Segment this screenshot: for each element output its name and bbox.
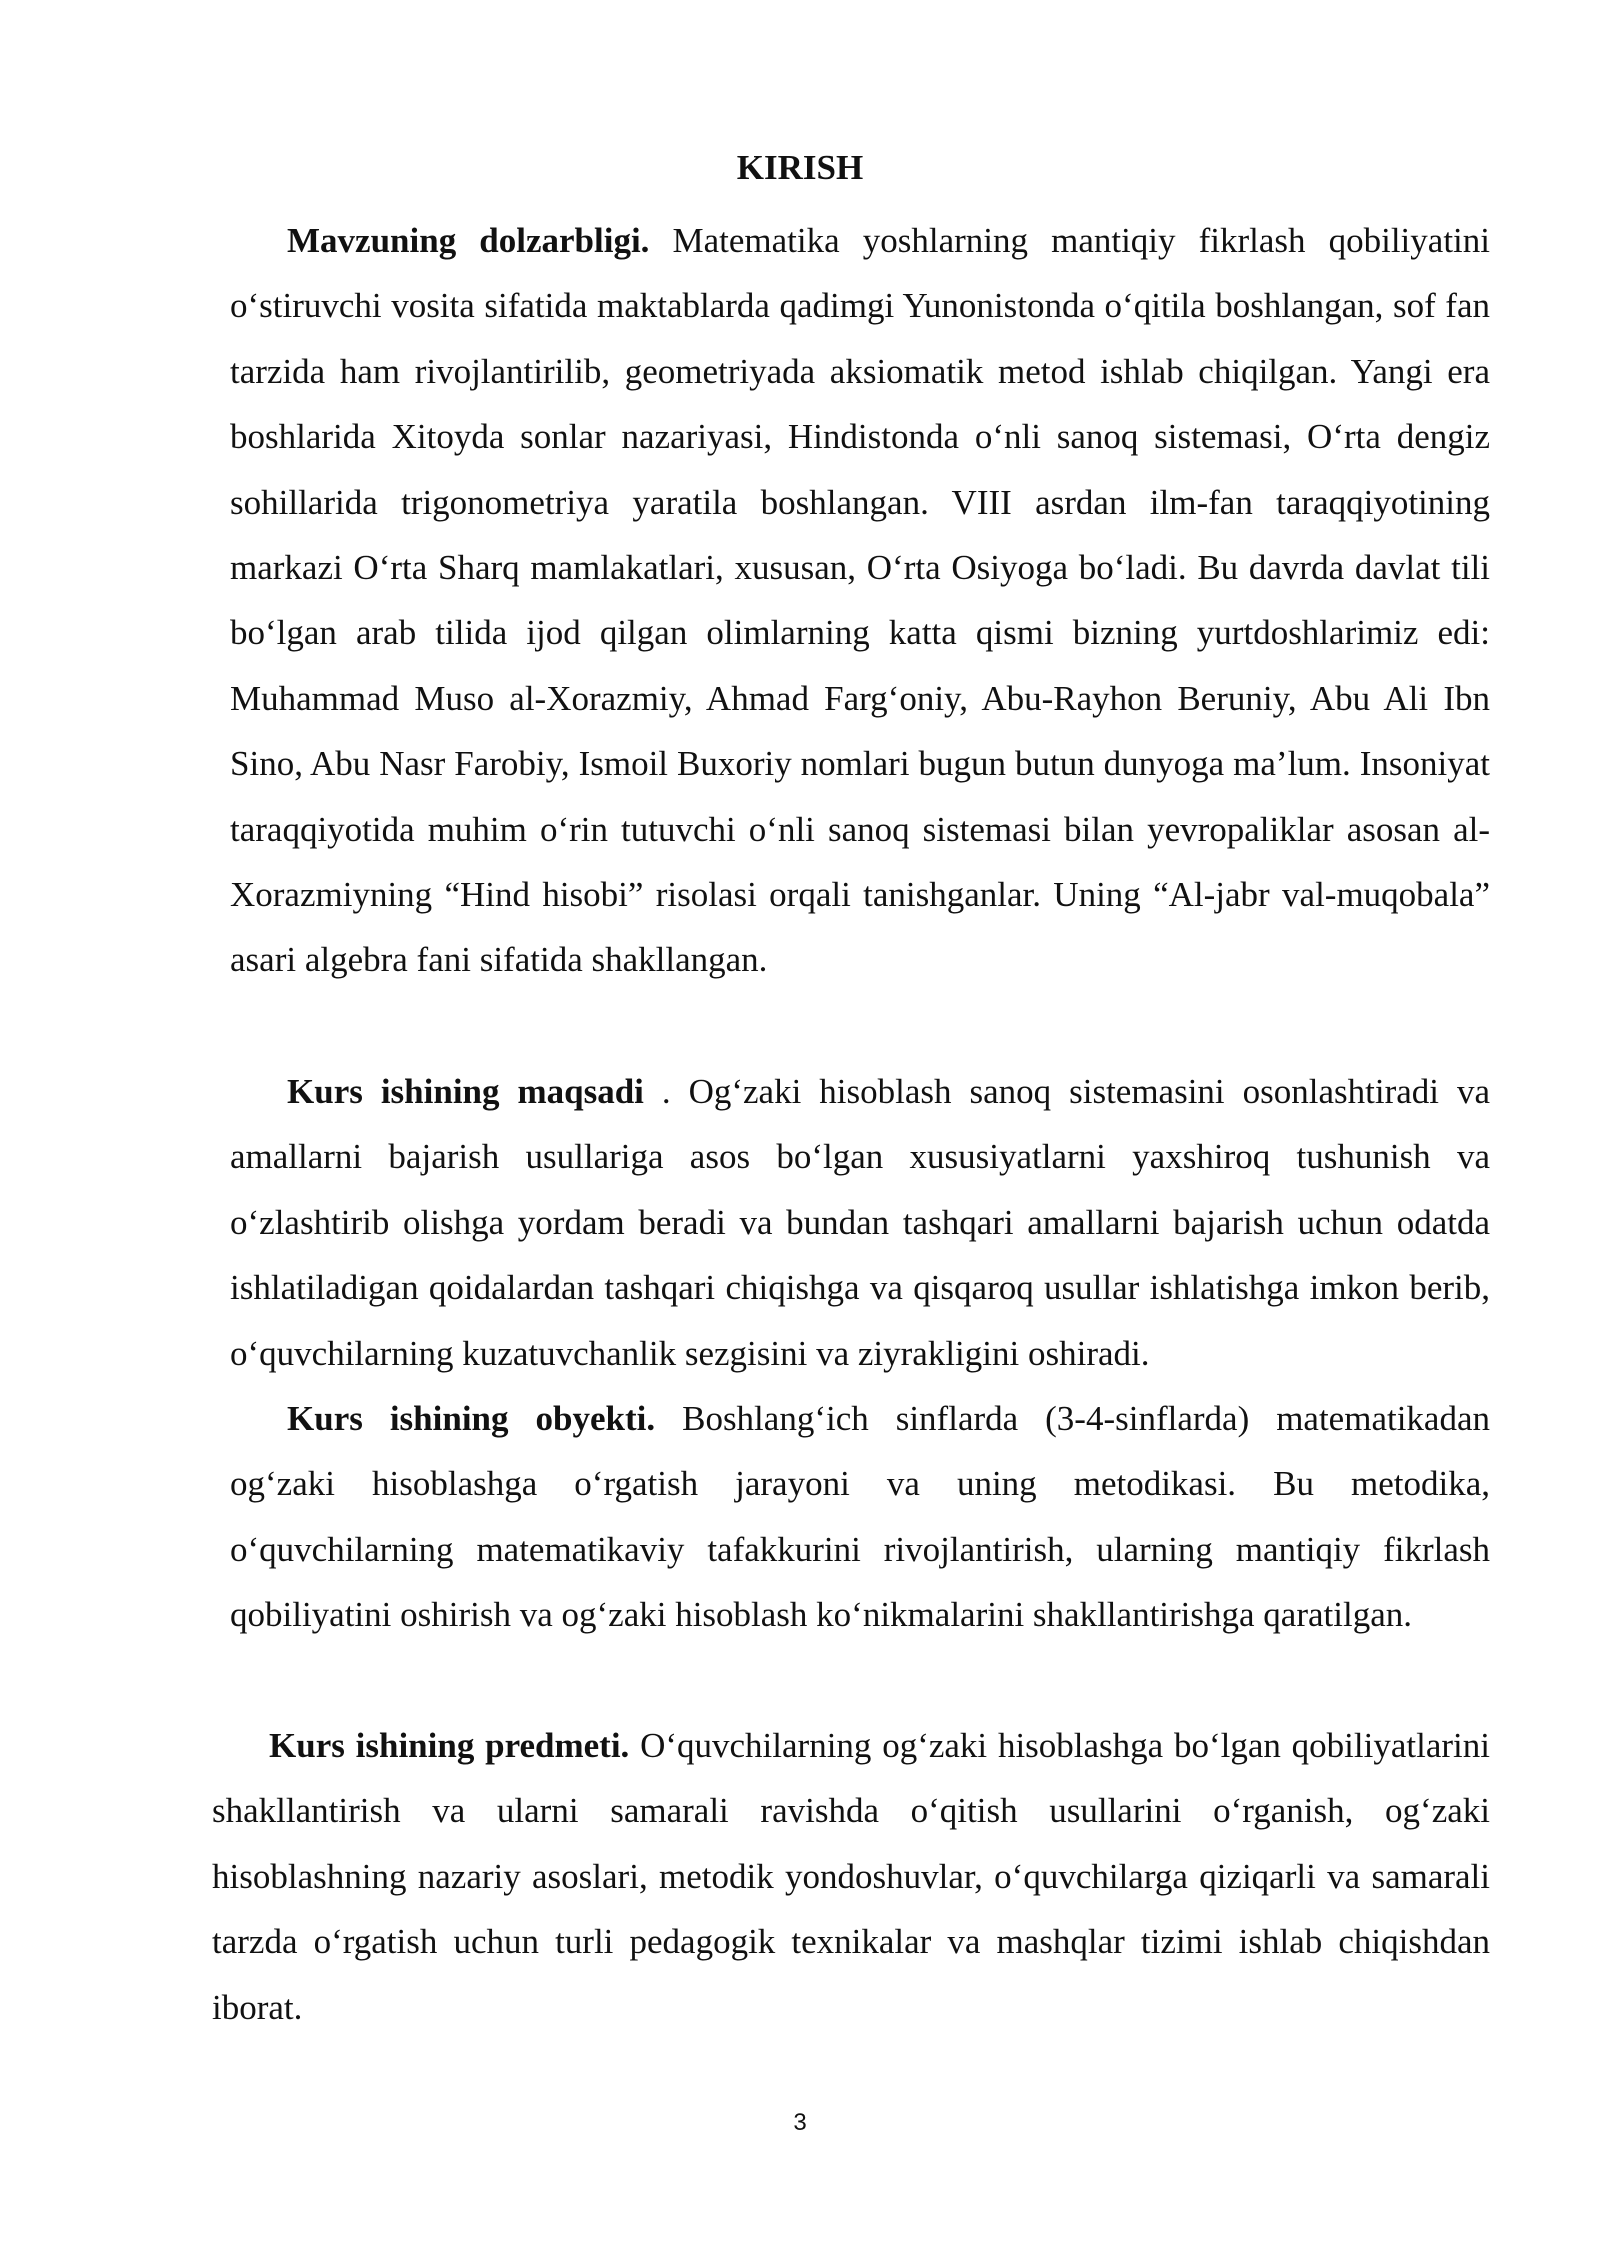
paragraph-text: Matematika yoshlarning mantiqiy fikrlash qobiliyatini o‘stiruvchi vosita sifatida maktablarda qadimgi Yunonistonda o‘qitila boshlangan, sof fan tarzida ham rivojlantirilib, geometriyada aksiomatik metod ishlab chiqilgan. Yangi era boshlarida Xitoyda sonlar nazariyasi, Hindistonda o‘nli sanoq sistemasi, O‘rta dengiz sohillarida trigonometriya yaratila boshlangan. VIII asrdan ilm-fan taraqqiyotining markazi O‘rta Sharq mamlakatlari, xususan, O‘rta Osiyoga bo‘ladi. Bu davrda davlat tili bo‘lgan arab tilida ijod qilgan olimlarning katta qismi bizning yurtdoshlarimiz edi: Muhammad Muso al-Xorazmiy, Ahmad Farg‘oniy, Abu-Rayhon Beruniy, Abu Ali Ibn Sino, Abu Nasr Farobiy, Ismoil Buxoriy nomlari bugun butun dunyoga ma’lum. Insoniyat taraqqiyotida muhim o‘rin tutuvchi o‘nli sanoq sistemasi bilan yevropaliklar asosan al-Xorazmiyning “Hind hisobi” risolasi orqali tanishganlar. Uning “Al-jabr val-muqobala” asari algebra fani sifatida shakllangan. <box>230 221 1490 980</box>
page-number: 3 <box>793 2109 807 2136</box>
paragraph-goal <box>230 1059 1490 1386</box>
paragraph-text: Boshlang‘ich sinflarda (3-4-sinflarda) matematikadan og‘zaki hisoblashga o‘rgatish jarayoni va uning metodikasi. Bu metodika, o‘quvchilarning matematikaviy tafakkurini rivojlantirish, ularning mantiqiy fikrlash qobiliyatini oshirish va og‘zaki hisoblash ko‘nikmalarini shakllantirishga qaratilgan. <box>230 1399 1490 1635</box>
paragraph-text: . Og‘zaki hisoblash sanoq sistemasini osonlashtiradi va amallarni bajarish usullariga asos bo‘lgan xususiyatlarni yaxshiroq tushunish va o‘zlashtirib olishga yordam beradi va bundan tashqari amallarni bajarish uchun odatda ishlatiladigan qoidalardan tashqari chiqishga va qisqaroq usullar ishlatishga imkon berib, o‘quvchilarning kuzatuvchanlik sezgisini va ziyrakligini oshiradi. <box>230 1072 1490 1373</box>
paragraph-lead: Kurs ishining predmeti. <box>269 1726 630 1765</box>
paragraph-subject <box>212 1713 1490 2040</box>
paragraph-text: O‘quvchilarning og‘zaki hisoblashga bo‘lgan qobiliyatlarini shakllantirish va ularni samarali ravishda o‘qitish usullarini o‘rganish, og‘zaki hisoblashning nazariy asoslari, metodik yondoshuvlar, o‘quvchilarga qiziqarli va samarali tarzda o‘rgatish uchun turli pedagogik texnikalar va mashqlar tizimi ishlab chiqishdan iborat. <box>212 1726 1490 2027</box>
paragraph-object <box>230 1386 1490 1648</box>
section-heading: KIRISH <box>736 148 864 187</box>
paragraph-relevance <box>230 208 1490 993</box>
paragraph-lead: Kurs ishining maqsadi <box>287 1072 644 1111</box>
paragraph-lead: Kurs ishining obyekti. <box>287 1399 656 1438</box>
paragraph-lead: Mavzuning dolzarbligi. <box>287 221 650 260</box>
